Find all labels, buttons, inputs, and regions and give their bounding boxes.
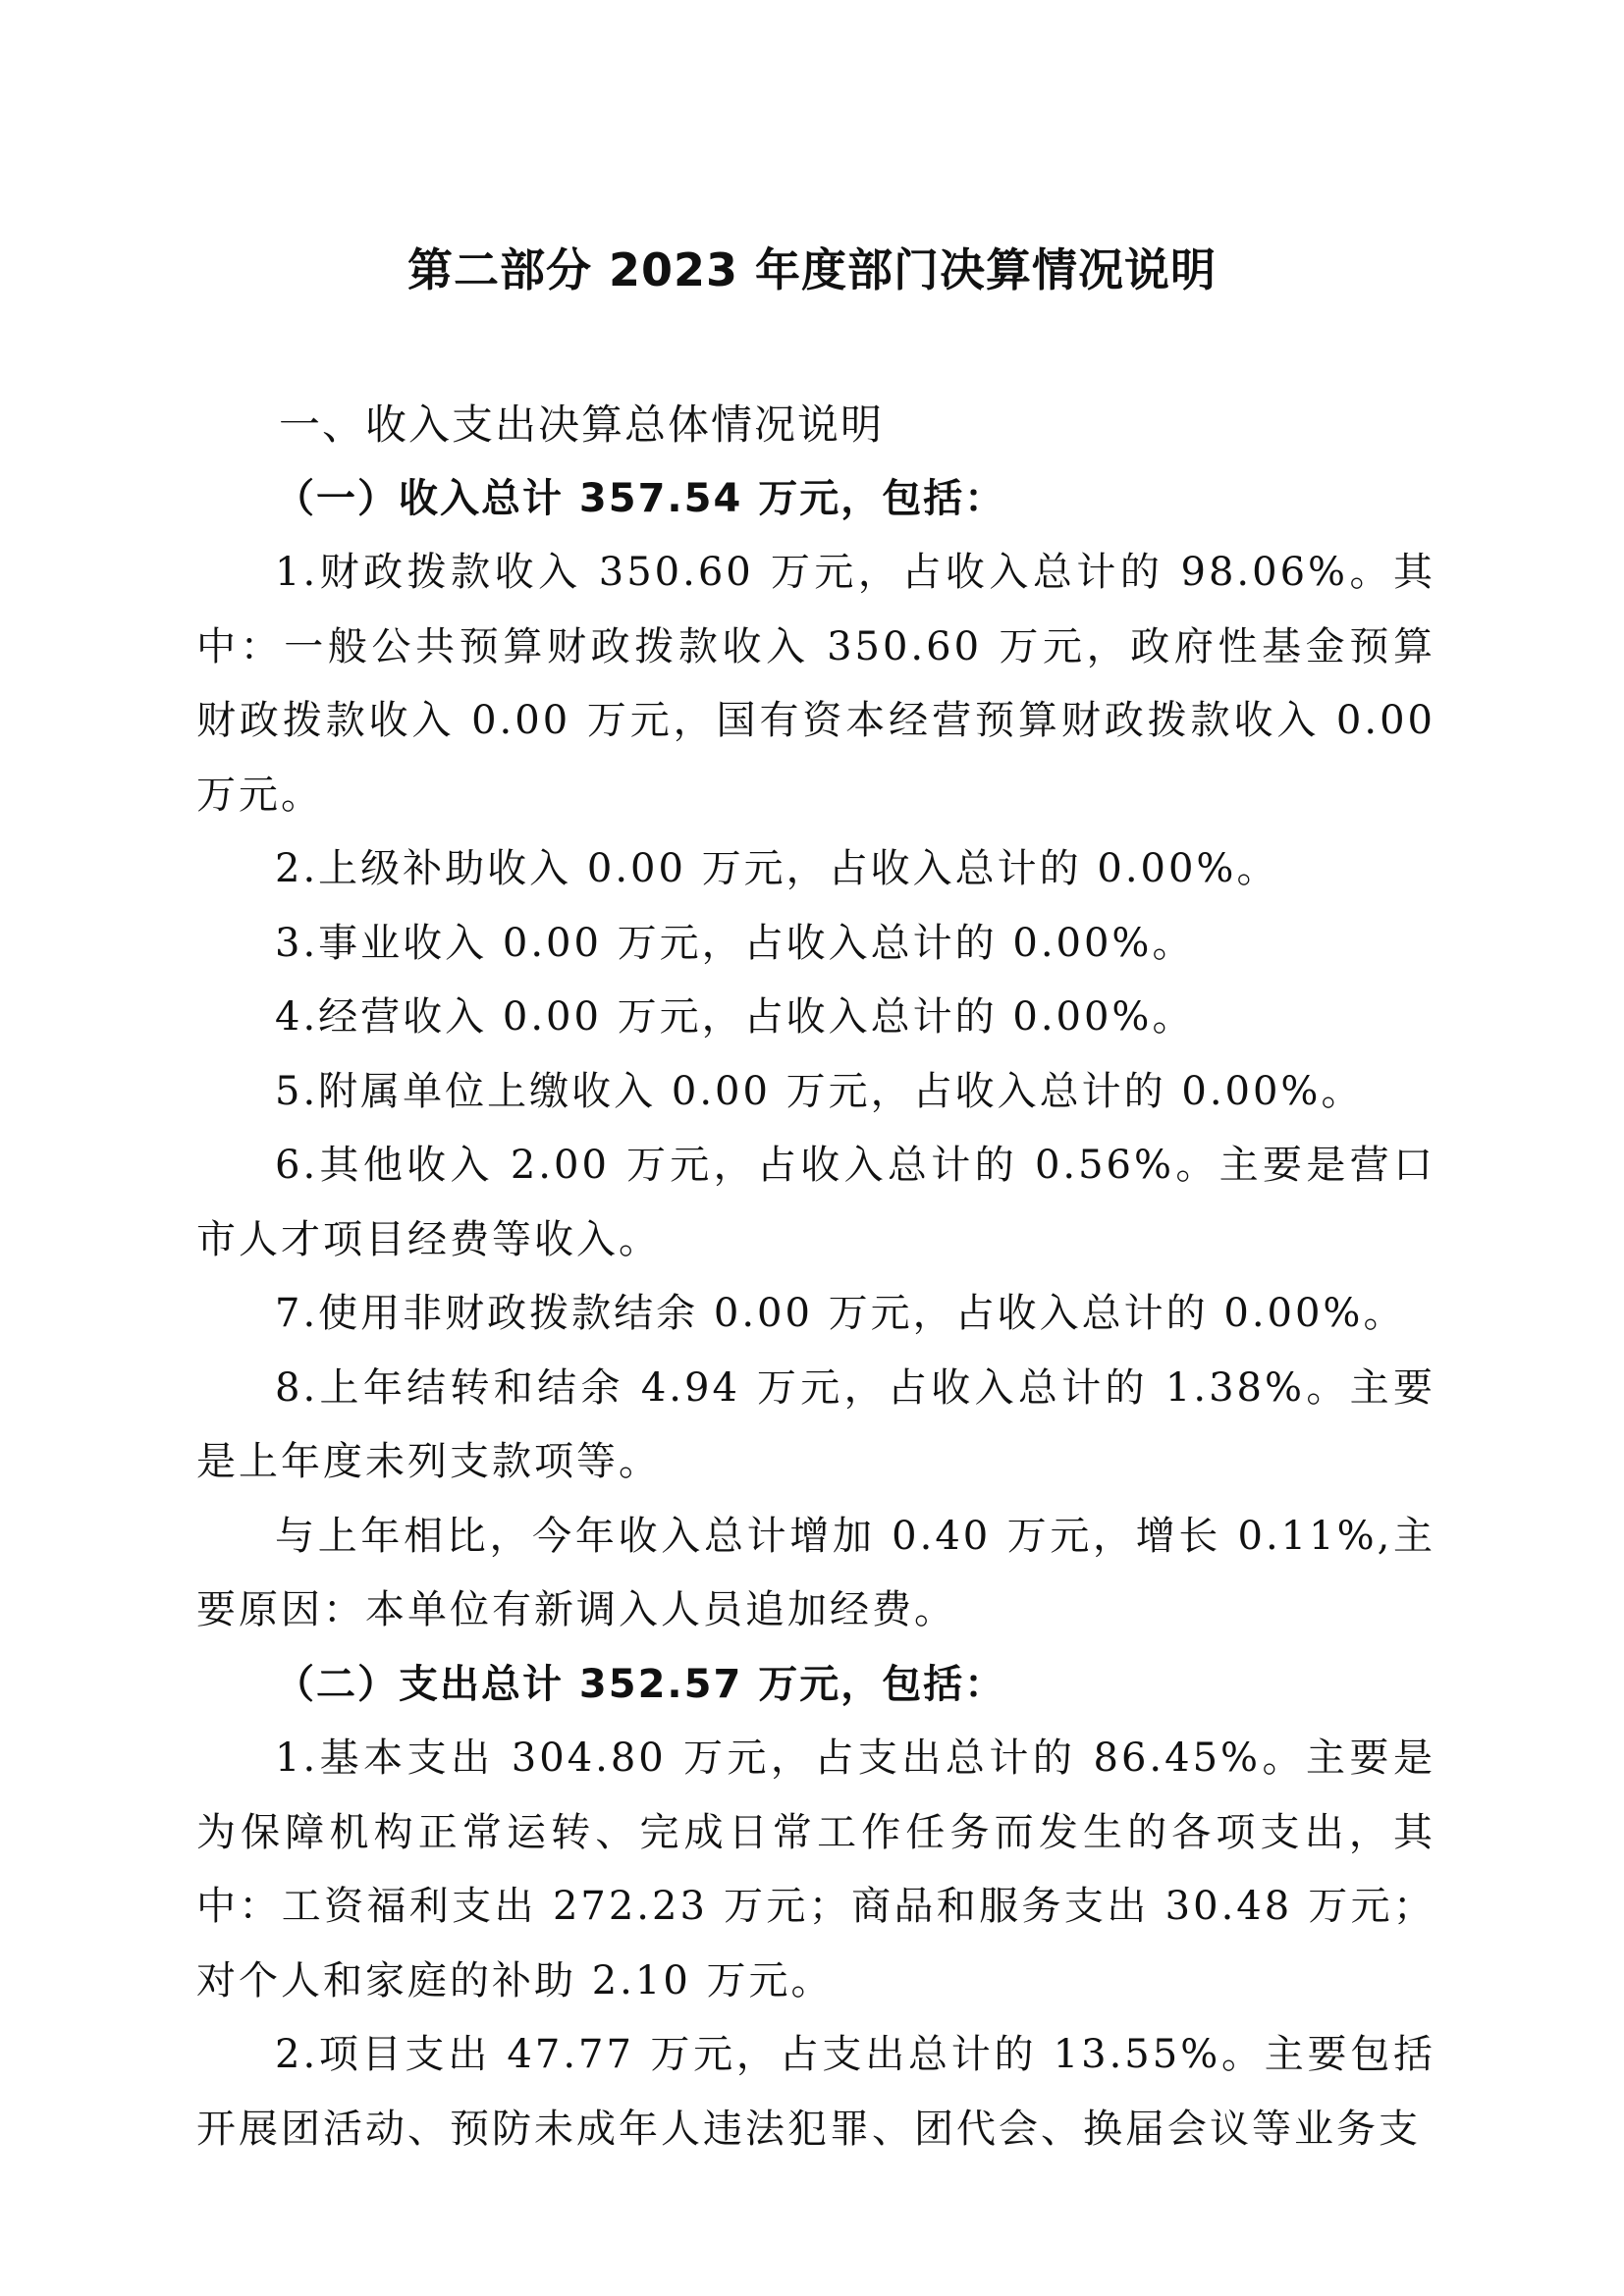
- paragraph-project-expenditure: 2.项目支出 47.77 万元，占支出总计的 13.55%。主要包括开展团活动、预防未成年人违法犯罪、团代会、换届会议等业务支: [196, 2032, 1435, 2152]
- paragraph-non-fiscal-surplus: 7.使用非财政拨款结余 0.00 万元，占收入总计的 0.00%。: [275, 1291, 1406, 1336]
- paragraph-affiliated-unit-income: 5.附属单位上缴收入 0.00 万元，占收入总计的 0.00%。: [275, 1068, 1364, 1114]
- paragraph-basic-expenditure: 1.基本支出 304.80 万元，占支出总计的 86.45%。主要是为保障机构正常运转、完成日常工作任务而发生的各项支出，其中：工资福利支出 272.23 万元；商品和服务支出 30.48 万元；对个人和家庭的补助 2.10 万元。: [196, 1735, 1435, 2003]
- document-body: [196, 388, 1435, 2166]
- paragraph-fiscal-appropriation-income: 1.财政拨款收入 350.60 万元，占收入总计的 98.06%。其中：一般公共预算财政拨款收入 350.60 万元，政府性基金预算财政拨款收入 0.00 万元，国有资本经营预算财政拨款收入 0.00 万元。: [196, 550, 1435, 818]
- section-heading-income-expense-overview: 一、收入支出决算总体情况说明: [279, 400, 885, 449]
- subsection-heading-income-total: （一）收入总计 357.54 万元，包括：: [275, 475, 1006, 521]
- paragraph-year-over-year-income: 与上年相比，今年收入总计增加 0.40 万元，增长 0.11%,主要原因：本单位有新调入人员追加经费。: [196, 1513, 1435, 1632]
- subsection-heading-expenditure-total: （二）支出总计 352.57 万元，包括：: [275, 1661, 1006, 1707]
- paragraph-business-income: 3.事业收入 0.00 万元，占收入总计的 0.00%。: [275, 920, 1195, 966]
- page-title: 第二部分 2023 年度部门决算情况说明: [406, 243, 1218, 296]
- paragraph-operating-income: 4.经营收入 0.00 万元，占收入总计的 0.00%。: [275, 994, 1195, 1040]
- paragraph-other-income: 6.其他收入 2.00 万元，占收入总计的 0.56%。主要是营口市人才项目经费等收入。: [196, 1143, 1435, 1262]
- paragraph-carryover-surplus: 8.上年结转和结余 4.94 万元，占收入总计的 1.38%。主要是上年度未列支款项等。: [196, 1364, 1435, 1484]
- paragraph-superior-subsidy-income: 2.上级补助收入 0.00 万元，占收入总计的 0.00%。: [275, 846, 1279, 891]
